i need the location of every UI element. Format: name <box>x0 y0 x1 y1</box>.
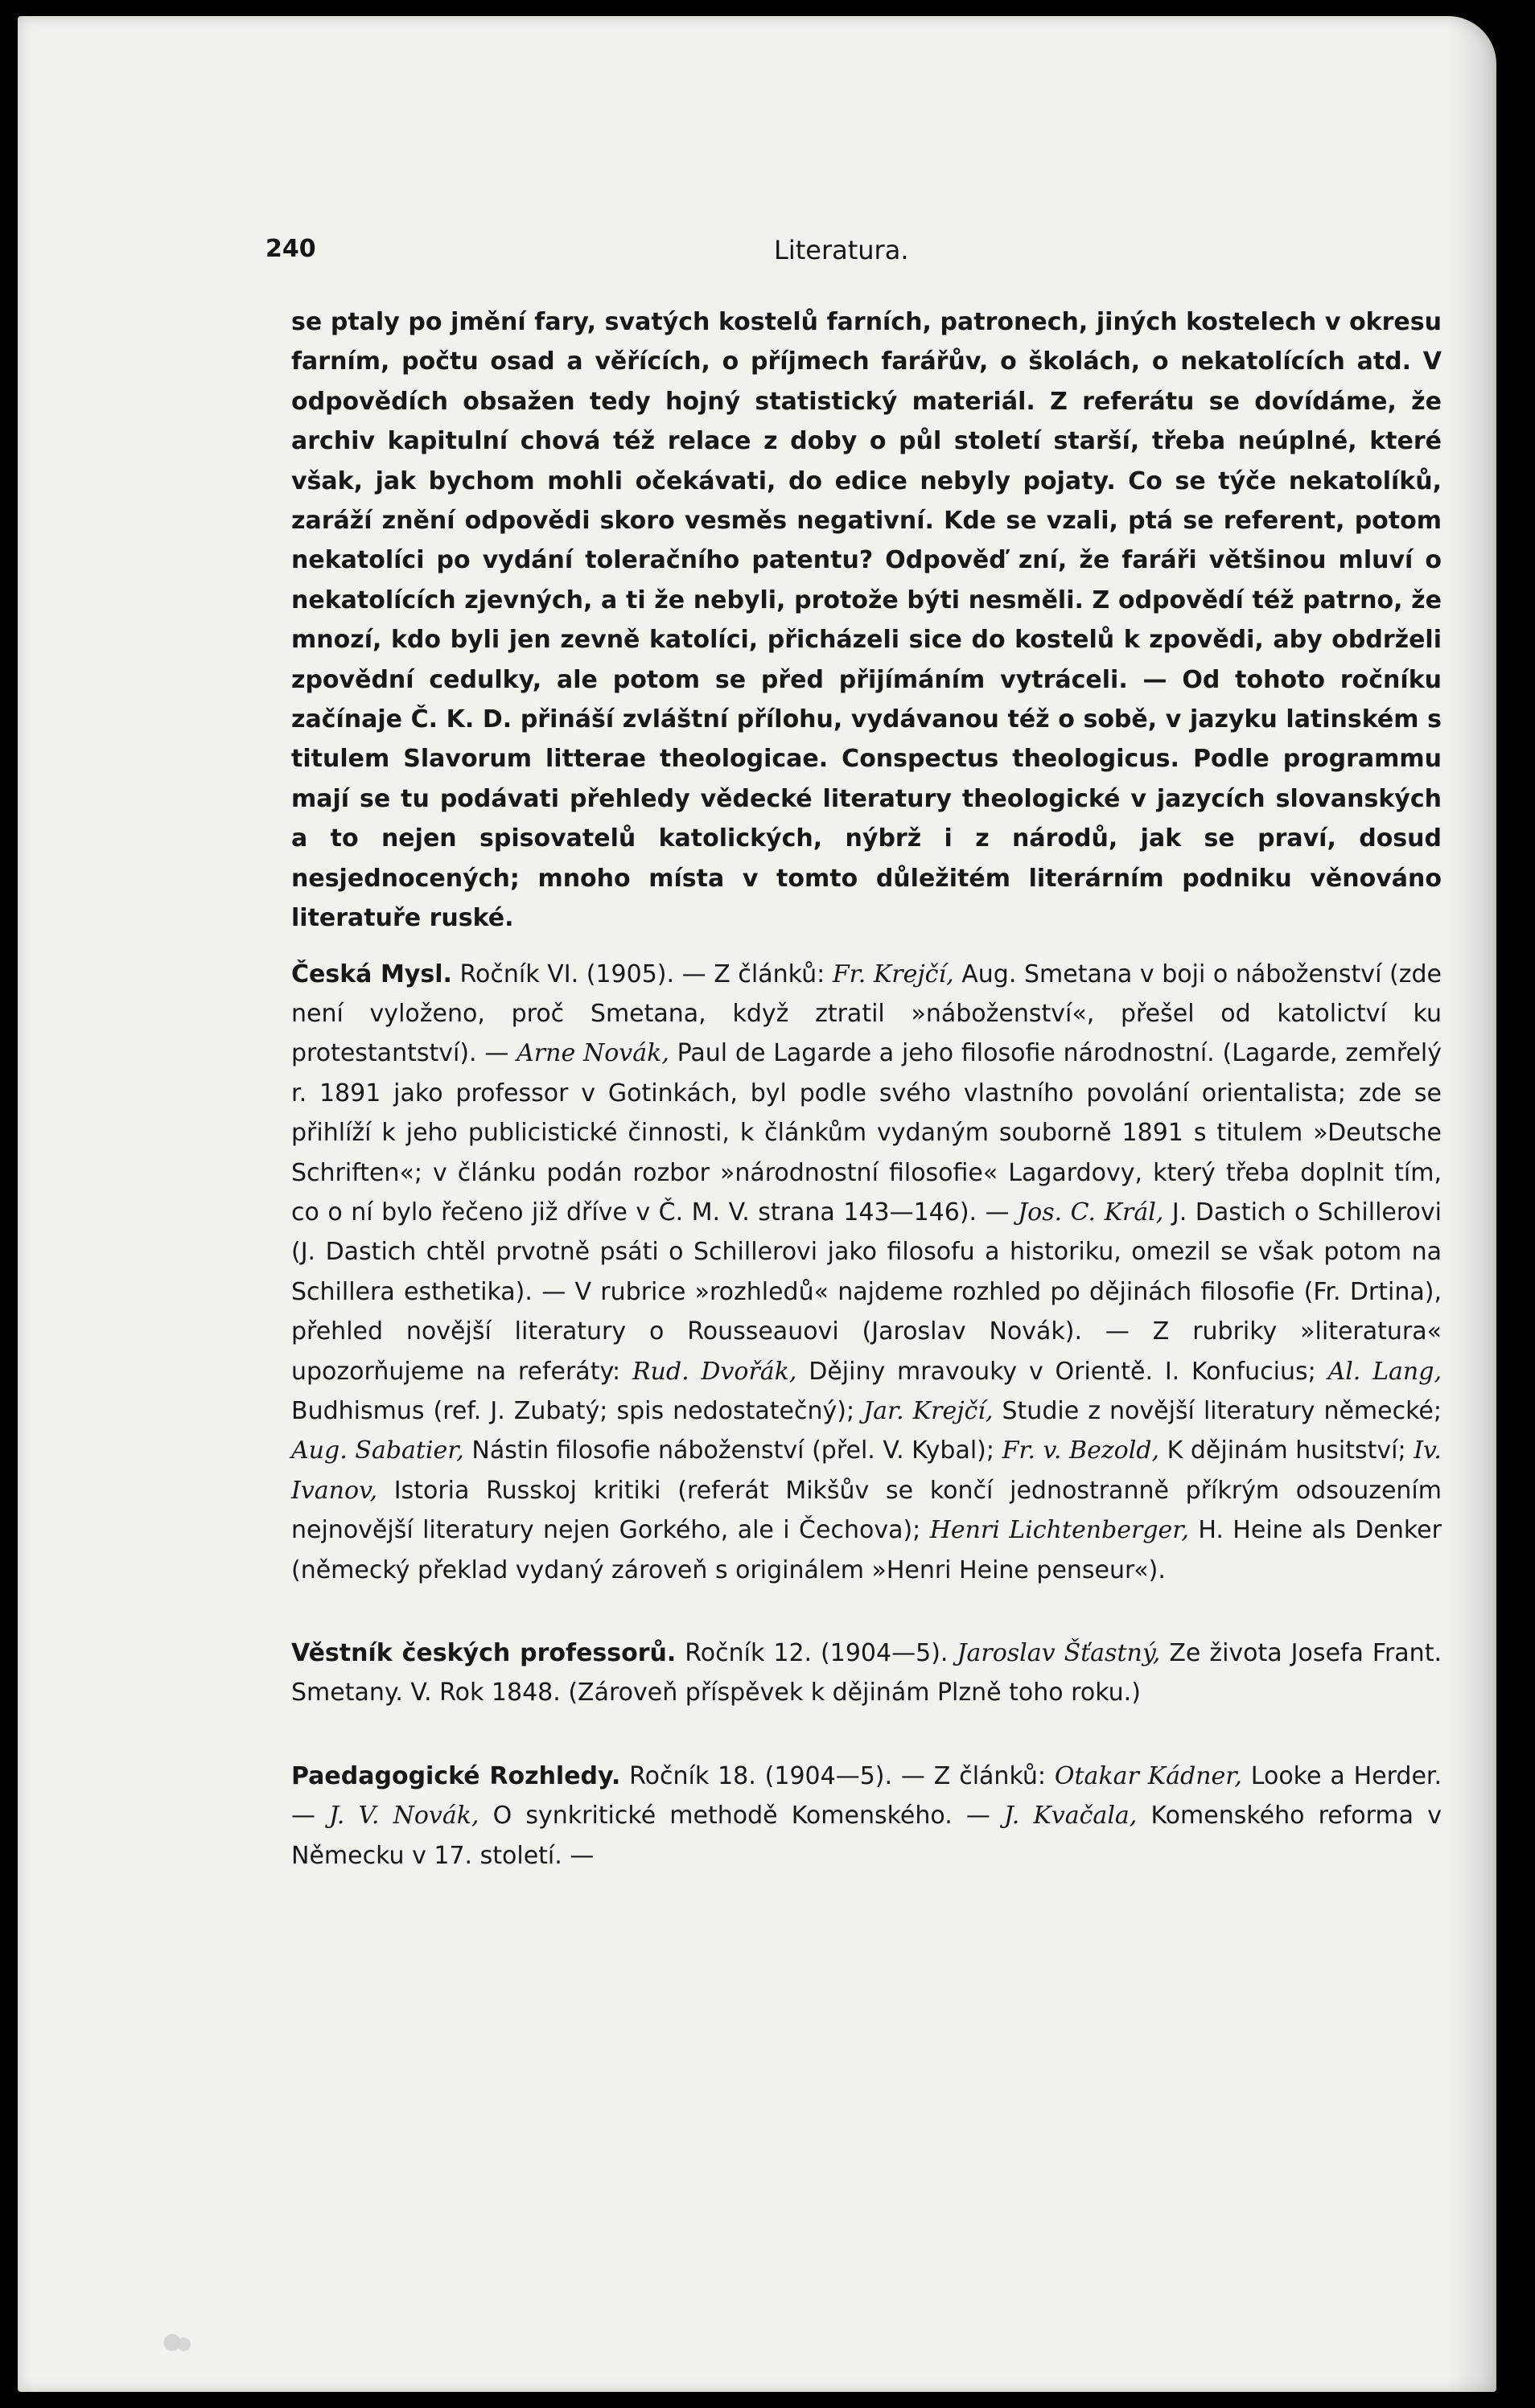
page-number: 240 <box>265 235 316 263</box>
entry-author: Jaroslav Šťastný, <box>957 1639 1161 1667</box>
entry-text: Aug. Smetana v boji o náboženství (zde není vyloženo, proč Smetana, když ztratil »náboženství«, přešel od katolictví ku protestantství). — <box>291 960 1442 1068</box>
entry-title: Česká Mysl. <box>291 960 452 988</box>
entry-title: Paedagogické Rozhledy. <box>291 1761 621 1790</box>
entry-text: Ročník 12. (1904—5). <box>685 1639 949 1667</box>
entry-author: Fr. Krejčí, <box>832 960 954 988</box>
entry-text: H. Heine als Denker (německý překlad vydaný zároveň s originálem »Henri Heine penseur«). <box>291 1516 1442 1584</box>
entry-author: J. V. Novák, <box>329 1802 479 1831</box>
paragraph-1: se ptaly po jmění fary, svatých kostelů farních, patronech, jiných kostelech v okresu farním, počtu osad a věřících, o příjmech farářův, o školách, o nekatolících atd. V odpovědích obsažen tedy hojný statistický materiál. Z referátu se dovídáme, že archiv kapitulní chová též relace z doby o půl století starší, třeba neúplné, které však, jak bychom mohli očekávati, do edice nebyly pojaty. Co se týče nekatolíků, zaráží znění odpovědi skoro vesměs negativní. Kde se vzali, ptá se referent, potom nekatolíci po vydání toleračního patentu? Odpověď zní, že faráři většinou mluví o nekatolících zjevných, a ti že nebyli, protože býti nesměli. Z odpovědí též patrno, že mnozí, kdo byli jen zevně katolíci, přicházeli sice do kostelů k zpovědi, aby obdrželi zpovědní cedulky, ale potom se před přijímáním vytráceli. — Od tohoto ročníku začínaje Č. K. D. přináší zvláštní přílohu, vydávanou též o sobě, v jazyku latinském s titulem Slavorum litterae theologicae. Conspectus theologicus. Podle programmu mají se tu podávati přehledy vědecké literatury theologické v jazycích slovanských a to nejen spisovatelů katolických, nýbrž i z národů, jak se praví, dosud nesjednocených; mnoho místa v tomto důležitém literárním podniku věnováno literatuře ruské. <box>291 308 1442 933</box>
entry-text: K dějinám husitství; <box>1167 1436 1406 1465</box>
entry-text: O synkritické methodě Komenského. — <box>492 1802 990 1831</box>
entry-ceska-mysl <box>291 955 1442 1591</box>
entry-text: Budhismus (ref. J. Zubatý; spis nedostatečný); <box>291 1396 855 1425</box>
entry-text: Studie z novější literatury německé; <box>1002 1396 1442 1425</box>
entry-author: Otakar Kádner, <box>1054 1761 1242 1790</box>
main-text <box>291 302 1442 1876</box>
entry-text: Looke a Herder. — <box>291 1761 1442 1831</box>
entry-author: Jos. C. Král, <box>1018 1198 1164 1227</box>
entry-author: Arne Novák, <box>516 1039 669 1068</box>
entry-text: Komenského reforma v Německu v 17. století. — <box>291 1802 1442 1870</box>
entry-author: Henri Lichtenberger, <box>929 1516 1189 1545</box>
page-edge-shadow <box>1448 16 1496 2392</box>
entry-author: Jar. Krejčí, <box>863 1396 994 1425</box>
entry-author: Aug. Sabatier, <box>291 1436 464 1465</box>
entry-text: Ročník 18. (1904—5). — Z článků: <box>629 1761 1047 1790</box>
entry-author: Al. Lang, <box>1327 1357 1442 1386</box>
entry-author: Rud. Dvořák, <box>632 1357 797 1386</box>
running-head <box>265 235 1460 275</box>
entry-author: J. Kvačala, <box>1004 1802 1138 1831</box>
entry-text: J. Dastich o Schillerovi (J. Dastich chtěl prvotně psáti o Schillerovi jako filosofu a historiku, omezil se však potom na Schillera esthetika). — V rubrice »rozhledů« najdeme rozhled po dějinách filosofie (Fr. Drtina), přehled novější literatury o Rousseauovi (Jaroslav Novák). — Z rubriky »literatura« upozorňujeme na referáty: <box>291 1198 1442 1386</box>
book-page <box>18 16 1496 2392</box>
entry-text: Ročník VI. (1905). — Z článků: <box>459 960 825 988</box>
entry-author: Iv. Ivanov, <box>291 1436 1442 1505</box>
entry-paedagogicke-rozhledy <box>291 1757 1442 1876</box>
entry-text: Istoria Russkoj kritiki (referát Mikšův se končí jednostranně příkrým odsouzením nejnovější literatury nejen Gorkého, ale i Čechova); <box>291 1476 1442 1545</box>
entry-text: Nástin filosofie náboženství (přel. V. Kybal); <box>471 1436 994 1465</box>
entry-text: Paul de Lagarde a jeho filosofie národnostní. (Lagarde, zemřelý r. 1891 jako professor v Gotinkách, byl podle svého vlastního povolání orientalista; zde se přihlíží k jeho publicistické činnosti, k článkům vydaným souborně 1891 s titulem »Deutsche Schriften«; v článku podán rozbor »národnostní filosofie« Lagardovy, který třeba doplnit tím, co o ní bylo řečeno již dříve v Č. M. V. strana 143—146). — <box>291 1039 1442 1227</box>
entry-text: Ze života Josefa Frant. Smetany. V. Rok 1848. (Zároveň příspěvek k dějinám Plzně toho roku.) <box>291 1639 1442 1707</box>
entry-text: Dějiny mravouky v Orientě. I. Konfucius; <box>809 1357 1316 1386</box>
entry-title: Věstník českých professorů. <box>291 1639 677 1667</box>
entry-author: Fr. v. Bezold, <box>1002 1436 1160 1465</box>
library-stamp-mark <box>146 2324 211 2361</box>
entry-vestnik <box>291 1633 1442 1713</box>
running-title: Literatura. <box>774 235 909 265</box>
